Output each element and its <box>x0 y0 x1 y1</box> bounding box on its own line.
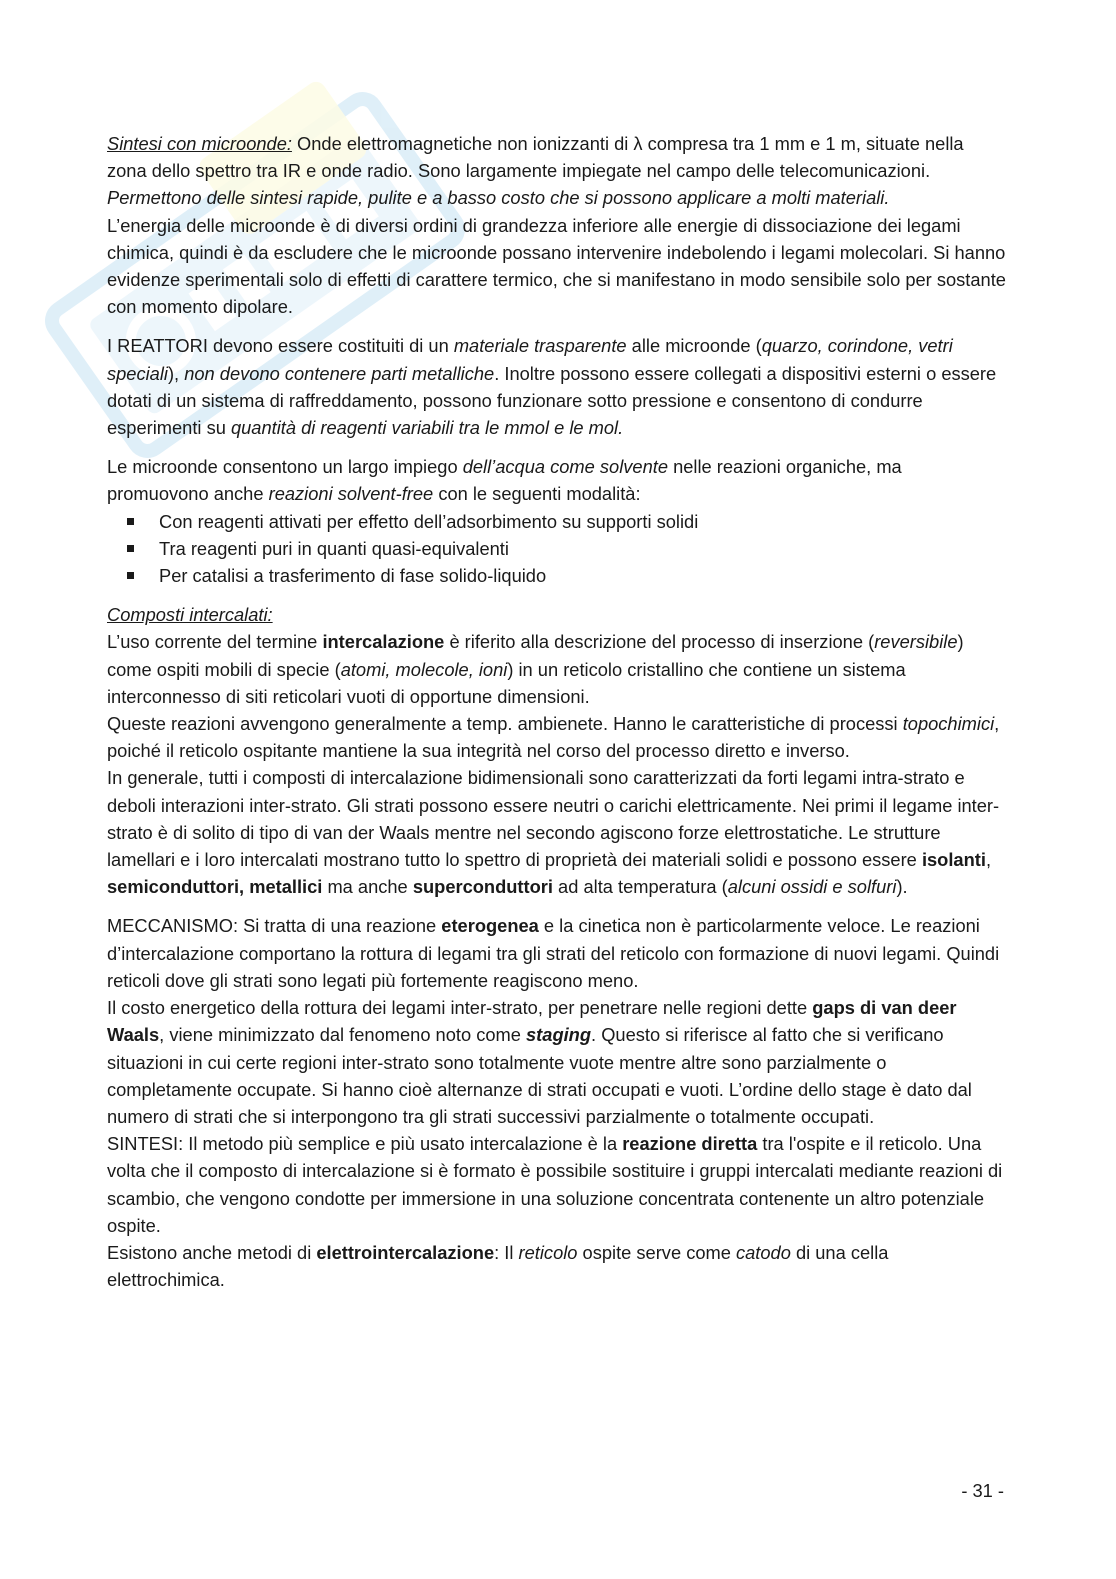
square-bullet-icon <box>127 545 134 552</box>
square-bullet-icon <box>127 518 134 525</box>
solvent-paragraph: Le microonde consentono un largo impiego dell’acqua come solvente nelle reazioni organiche, ma promuovono anche reazioni solvent-free con le seguenti modalità: <box>107 456 902 505</box>
page-number: - 31 - <box>961 1480 1004 1501</box>
square-bullet-icon <box>127 572 134 579</box>
intercalated-compounds-heading: Composti intercalati: <box>107 604 273 626</box>
microwave-energy-paragraph: L’energia delle microonde è di diversi ordini di grandezza inferiore alle energie di dissociazione dei legami chimica, quindi è da escludere che le microonde possano intervenire indebolendo i legami molecolari. Si hanno evidenze sperimentali solo di effetti di carattere termico, che si manifestano in modo sensibile solo per sostante con momento dipolare. <box>107 214 1006 318</box>
document-page <box>107 130 1007 1293</box>
synthesis-paragraph: SINTESI: Il metodo più semplice e più usato intercalazione è la reazione diretta tra l'ospite e il reticolo. Una volta che il composto di intercalazione si è formato è possibile sostituire i gruppi intercalati mediante reazioni di scambio, che vengono condotte per immersione in una soluzione concentrata contenente un altro potenziale ospite. <box>107 1133 1003 1236</box>
microwave-advantages: Permettono delle sintesi rapide, pulite e a basso costo che si possono applicare a molti materiali. <box>107 187 890 209</box>
intercalation-definition-paragraph: L’uso corrente del termine intercalazione è riferito alla descrizione del processo di inserzione (reversibile) come ospiti mobili di specie (atomi, molecole, ioni) in un reticolo cristallino che contiene un sistema interconnesso di siti reticolari vuoti di opportune dimensioni. <box>107 631 964 707</box>
microwave-definition: Onde elettromagnetiche non ionizzanti di λ compresa tra 1 mm e 1 m, situate nella zona dello spettro tra IR e onde radio. Sono largamente impiegate nel campo delle telecomunicazioni. <box>107 133 964 182</box>
solvent-free-modes-list <box>107 508 1007 590</box>
electrointercalation-paragraph: Esistono anche metodi di elettrointercalazione: Il reticolo ospite serve come catodo di una cella elettrochimica. <box>107 1241 889 1291</box>
staging-paragraph: Il costo energetico della rottura dei legami inter-strato, per penetrare nelle regioni dette gaps di van deer Waals, viene minimizzato dal fenomeno noto come staging. Questo si riferisce al fatto che si verificano situazioni in cui certe regioni inter-strato sono totalmente vuote mentre altre sono parzialmente o completamente occupate. Si hanno cioè alternanze di strati occupati e vuoti. L’ordine dello stage è dato dal numero di strati che si interpongono tra gli strati successivi parzialmente o totalmente occupati. <box>107 997 972 1127</box>
microwave-intro-paragraph <box>107 130 1007 184</box>
list-item: Con reagenti attivati per effetto dell’adsorbimento su supporti solidi <box>107 508 1007 535</box>
list-item: Tra reagenti puri in quanti quasi-equivalenti <box>107 535 1007 562</box>
topochemical-paragraph: Queste reazioni avvengono generalmente a temp. ambienete. Hanno le caratteristiche di processi topochimici, poiché il reticolo ospitante mantiene la sua integrità nel corso del processo diretto e inverso. <box>107 713 1000 762</box>
microwave-synthesis-heading: Sintesi con microonde: <box>107 133 292 154</box>
list-item: Per catalisi a trasferimento di fase solido-liquido <box>107 562 1007 589</box>
layers-paragraph: In generale, tutti i composti di intercalazione bidimensionali sono caratterizzati da forti legami intra-strato e deboli interazioni inter-strato. Gli strati possono essere neutri o carichi elettricamente. Nei primi il legame inter-strato è di solito di tipo di van der Waals mentre nel secondo agiscono forze elettrostatiche. Le strutture lamellari e i loro intercalati mostrano tutto lo spettro di proprietà dei materiali solidi e possono essere isolanti, semiconduttori, metallici ma anche superconduttori ad alta temperatura (alcuni ossidi e solfuri). <box>107 767 1000 898</box>
reactors-paragraph: I REATTORI devono essere costituiti di un materiale trasparente alle microonde (quarzo, corindone, vetri speciali), non devono contenere parti metalliche. Inoltre possono essere collegati a dispositivi esterni o essere dotati di un sistema di raffreddamento, possono funzionare sotto pressione e consentono di condurre esperimenti su quantità di reagenti variabili tra le mmol e le mol. <box>107 335 997 439</box>
mechanism-paragraph: MECCANISMO: Si tratta di una reazione eterogenea e la cinetica non è particolarmente veloce. Le reazioni d’intercalazione comportano la rottura di legami tra gli strati del reticolo con formazione di nuovi legami. Quindi reticoli dove gli strati sono legati più fortemente reagiscono meno. <box>107 915 1000 991</box>
